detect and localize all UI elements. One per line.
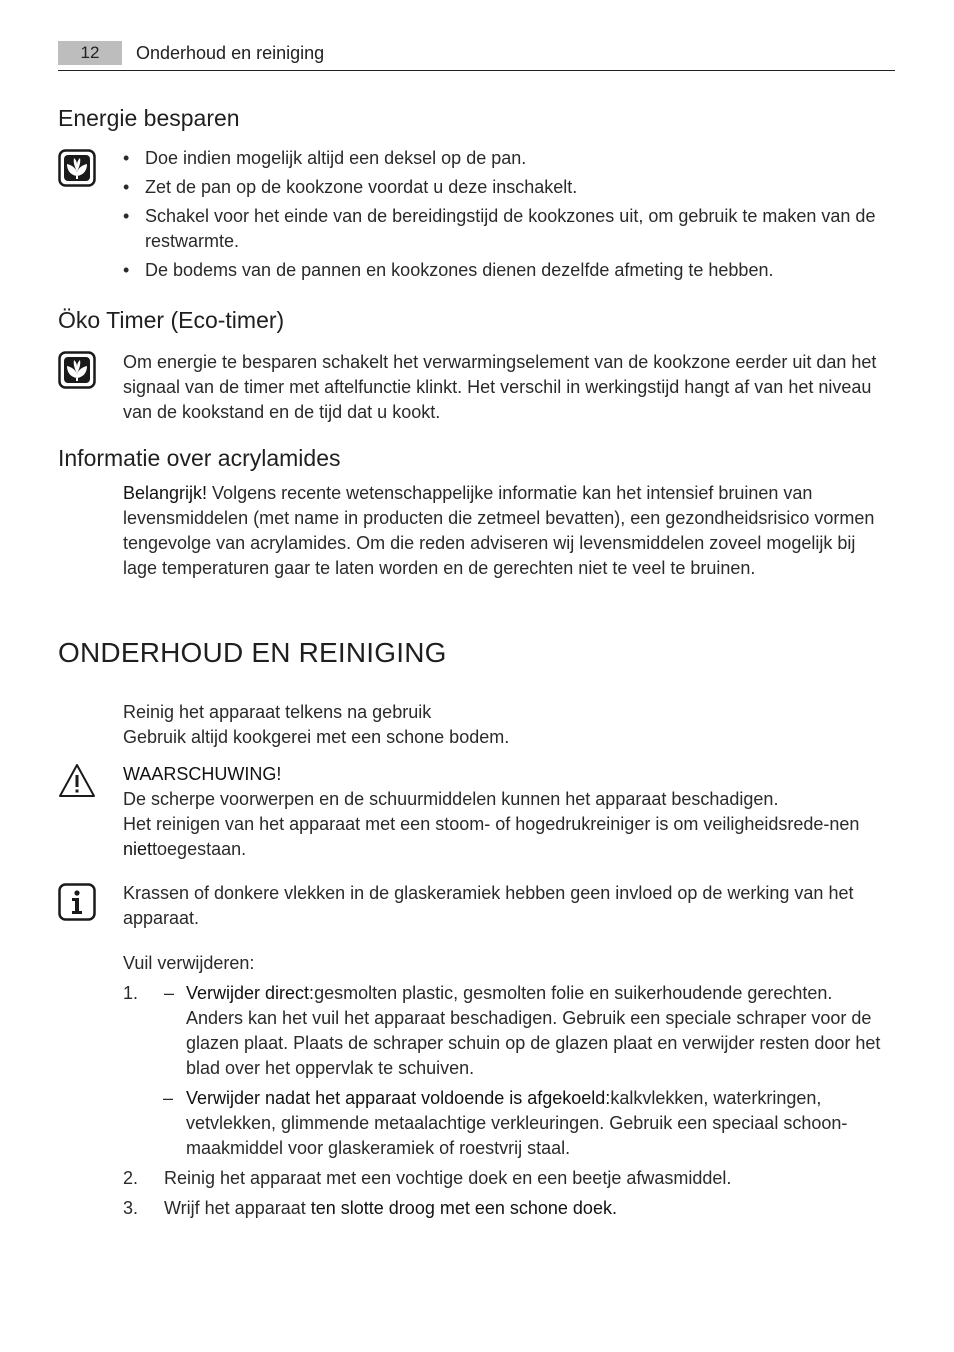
maintenance-intro: Reinig het apparaat telkens na gebruik Gebruik altijd kookgerei met een schone bodem. (123, 702, 510, 747)
eco-timer-text: Om energie te besparen schakelt het verwarmingselement van de kookzone eerder uit dan het signaal van de timer met aftelfunctie klinkt. Het verschil in werkingstijd hangt af van het niveau van de kookstand en de tijd dat u kookt. (123, 352, 877, 422)
step-2 (123, 1166, 893, 1192)
running-head: Onderhoud en reiniging (136, 43, 325, 63)
warning-triangle-icon (58, 762, 96, 800)
acrylamides-heading: Informatie over acrylamides (58, 445, 341, 471)
list-item: • Zet de pan op de kookzone voordat u deze inschakelt. (123, 177, 578, 197)
step-text: Reinig het apparaat met een vochtige doek en een beetje afwasmiddel. (164, 1168, 732, 1188)
energy-heading: Energie besparen (58, 105, 240, 131)
eco-timer-heading: Öko Timer (Eco-timer) (58, 307, 285, 333)
list-item: • Doe indien mogelijk altijd een deksel op de pan. (123, 148, 527, 168)
step-number: 1. (123, 983, 139, 1003)
info-text: Krassen of donkere vlekken in de glaskeramiek hebben geen invloed op de werking van het apparaat. (123, 883, 854, 928)
step-number: 3. (123, 1198, 139, 1218)
list-item: • De bodems van de pannen en kookzones dienen dezelfde afmeting te hebben. (123, 260, 774, 280)
dirt-removal-label: Vuil verwijderen: (123, 953, 255, 973)
step-3 (123, 1196, 893, 1222)
step-1-sub: – Verwijder nadat het apparaat voldoende is afgekoeld:kalkvlekken, waterkringen, vetvlekken, glimmende metaalachtige verkleuringen. Gebruik een speciaal schoon-maakmiddel voor glaskeramiek of roestvrij staal. (163, 1088, 848, 1158)
list-item: • Schakel voor het einde van de bereidingstijd de kookzones uit, om gebruik te maken van de restwarmte. (123, 206, 876, 251)
information-icon (58, 883, 96, 921)
page-header (58, 40, 895, 71)
environment-leaf-icon (58, 351, 96, 389)
step-text: Wrijf het apparaat ten slotte droog met een schone doek. (164, 1198, 617, 1218)
page-number: 12 (58, 41, 122, 65)
warning-title: WAARSCHUWING! (123, 764, 282, 784)
important-label: Belangrijk! (123, 483, 208, 503)
environment-leaf-icon (58, 149, 96, 187)
step-1: 1. – Verwijder direct:gesmolten plastic, gesmolten folie en suikerhoudende gerechten. Anders kan het vuil het apparaat beschadigen. Gebruik een speciale schraper voor de glazen plaat. Plaats de schraper schuin op de glazen plaat en verwijder resten door het blad over het oppervlak te schuiven. (123, 983, 881, 1078)
warning-block: WAARSCHUWING! De scherpe voorwerpen en de schuurmiddelen kunnen het apparaat beschadigen. Het reinigen van het apparaat met een stoom- of hogedrukreiniger is om veiligheidsrede-nen niettoegestaan. (123, 762, 893, 862)
acrylamides-text: Belangrijk! Volgens recente wetenschappelijke informatie kan het intensief bruinen van levensmiddelen (met name in producten die zetmeel bevatten), een gezondheidsrisico vormen tengevolge van acrylamides. Om die reden adviseren wij levensmiddelen zoveel mogelijk bij lage temperaturen gaar te laten worden en de gerechten niet te veel te bruinen. (123, 483, 875, 578)
step-number: 2. (123, 1168, 139, 1188)
energy-bullet-list (123, 146, 893, 287)
section-title: ONDERHOUD EN REINIGING (58, 637, 447, 668)
